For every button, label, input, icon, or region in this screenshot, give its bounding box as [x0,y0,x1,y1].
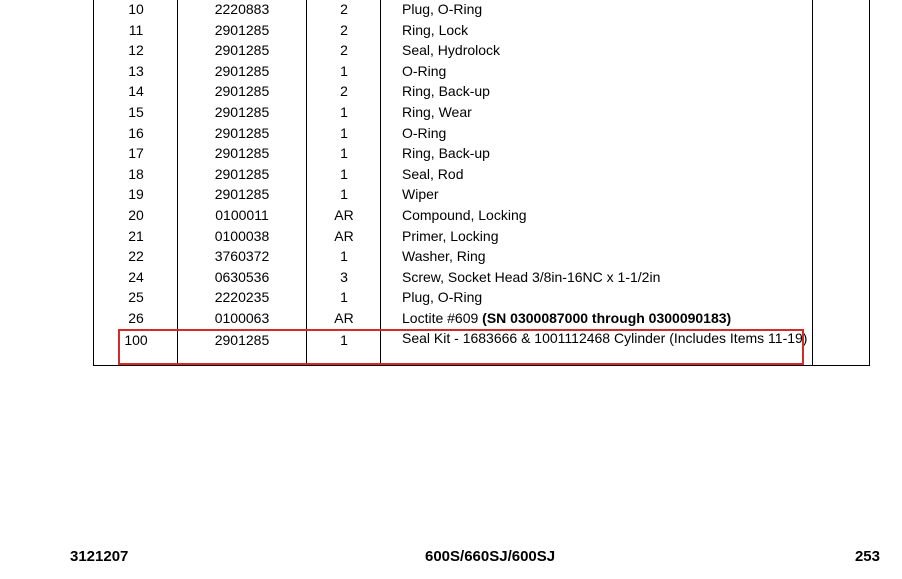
description [402,309,731,327]
description [402,82,490,100]
table-row [94,185,869,206]
item-number: 26 [128,310,144,326]
description-text: Ring, Back-up [402,83,490,100]
item-number: 24 [128,268,144,285]
item-number: 19 [128,186,144,203]
part-number: 2901285 [214,83,270,100]
description [402,0,482,18]
description-text: Ring, Wear [402,104,472,120]
table-row-highlighted [94,331,869,367]
description [402,185,439,203]
item-number: 18 [128,165,144,182]
part-number: 0100011 [215,207,269,223]
part-number: 2901285 [214,62,270,79]
part-number: 2901285 [214,21,270,38]
quantity: 1 [340,62,348,79]
description [402,124,446,142]
item-number: 20 [128,207,144,223]
part-number: 2901285 [214,186,270,203]
item-number: 12 [128,42,144,59]
item-number: 15 [128,104,144,120]
description [402,103,472,121]
description-text: O-Ring [402,124,447,141]
quantity: 1 [340,186,348,203]
item-number: 22 [128,248,144,265]
part-number: 2220883 [214,1,270,17]
description-text: Washer, Ring [402,248,486,265]
part-number: 3760372 [214,248,270,265]
part-number: 2901285 [214,124,270,141]
table-row [94,124,869,145]
part-number: 0100038 [214,227,270,244]
table-row [94,103,869,124]
item-number: 25 [128,289,144,306]
part-number: 2901285 [214,165,270,182]
quantity: 2 [340,1,348,17]
description [402,288,482,306]
description-text: Plug, O-Ring [402,1,483,17]
description-text: Seal, Rod [402,165,464,182]
description-text: Screw, Socket Head 3/8in-16NC x 1-1/2in [402,268,661,285]
item-number: 21 [128,227,144,244]
description-text: Primer, Locking [402,227,499,244]
table-row [94,247,869,268]
item-number: 16 [128,124,144,141]
description-text: Ring, Back-up [402,145,490,162]
quantity: 1 [340,248,348,265]
quantity: 2 [340,83,348,100]
description-text: Ring, Lock [402,21,469,38]
item-number: 11 [128,21,144,38]
item-number: 10 [128,1,144,17]
table-row [94,268,869,289]
item-number: 17 [128,145,144,162]
part-number: 2901285 [214,104,270,120]
table-row [94,0,869,21]
description [402,41,500,59]
table-row [94,288,869,309]
serial-range-note: (SN 0300087000 through 0300090183) [482,310,732,326]
description [402,165,463,183]
quantity: 2 [340,42,348,59]
table-row [94,21,869,42]
description [402,227,498,245]
quantity: 3 [340,268,348,285]
part-number: 2901285 [214,42,270,59]
quantity: 1 [340,104,348,120]
description-text: Wiper [402,186,439,203]
table-row [94,309,869,330]
description [402,144,490,162]
parts-table [93,0,870,366]
description: Seal Kit - 1683666 & 1001112468 Cylinder (Includes Items 11-19) [402,329,808,346]
quantity: AR [334,207,354,223]
description-text: Seal, Hydrolock [402,42,501,59]
footer-doc-number: 3121207 [70,548,129,565]
table-row [94,144,869,165]
quantity: AR [334,227,354,244]
part-number: 2220235 [214,289,270,306]
description [402,247,486,265]
description-text: Plug, O-Ring [402,289,483,306]
description [402,206,527,224]
description-text: O-Ring [402,62,447,79]
quantity: AR [334,310,354,326]
table-row [94,165,869,186]
quantity: 1 [340,289,348,306]
quantity: 2 [340,21,348,38]
description-text: Compound, Locking [402,207,527,223]
footer-page-number: 253 [854,548,880,565]
quantity: 1 [340,331,348,348]
item-number: 13 [128,62,144,79]
part-number: 0630536 [214,268,270,285]
item-number: 100 [124,331,148,348]
item-number: 14 [128,83,144,100]
table-row [94,62,869,83]
description [402,21,468,39]
footer-model: 600S/660SJ/600SJ [425,548,556,565]
description-text: Loctite #609 [402,310,483,326]
part-number: 2901285 [214,331,270,348]
part-number: 2901285 [214,145,270,162]
table-row [94,41,869,62]
description [402,62,446,80]
table-row [94,206,869,227]
table-row [94,227,869,248]
quantity: 1 [340,124,348,141]
quantity: 1 [340,145,348,162]
table-row [94,82,869,103]
description [402,268,660,286]
part-number: 0100063 [214,310,270,326]
quantity: 1 [340,165,348,182]
